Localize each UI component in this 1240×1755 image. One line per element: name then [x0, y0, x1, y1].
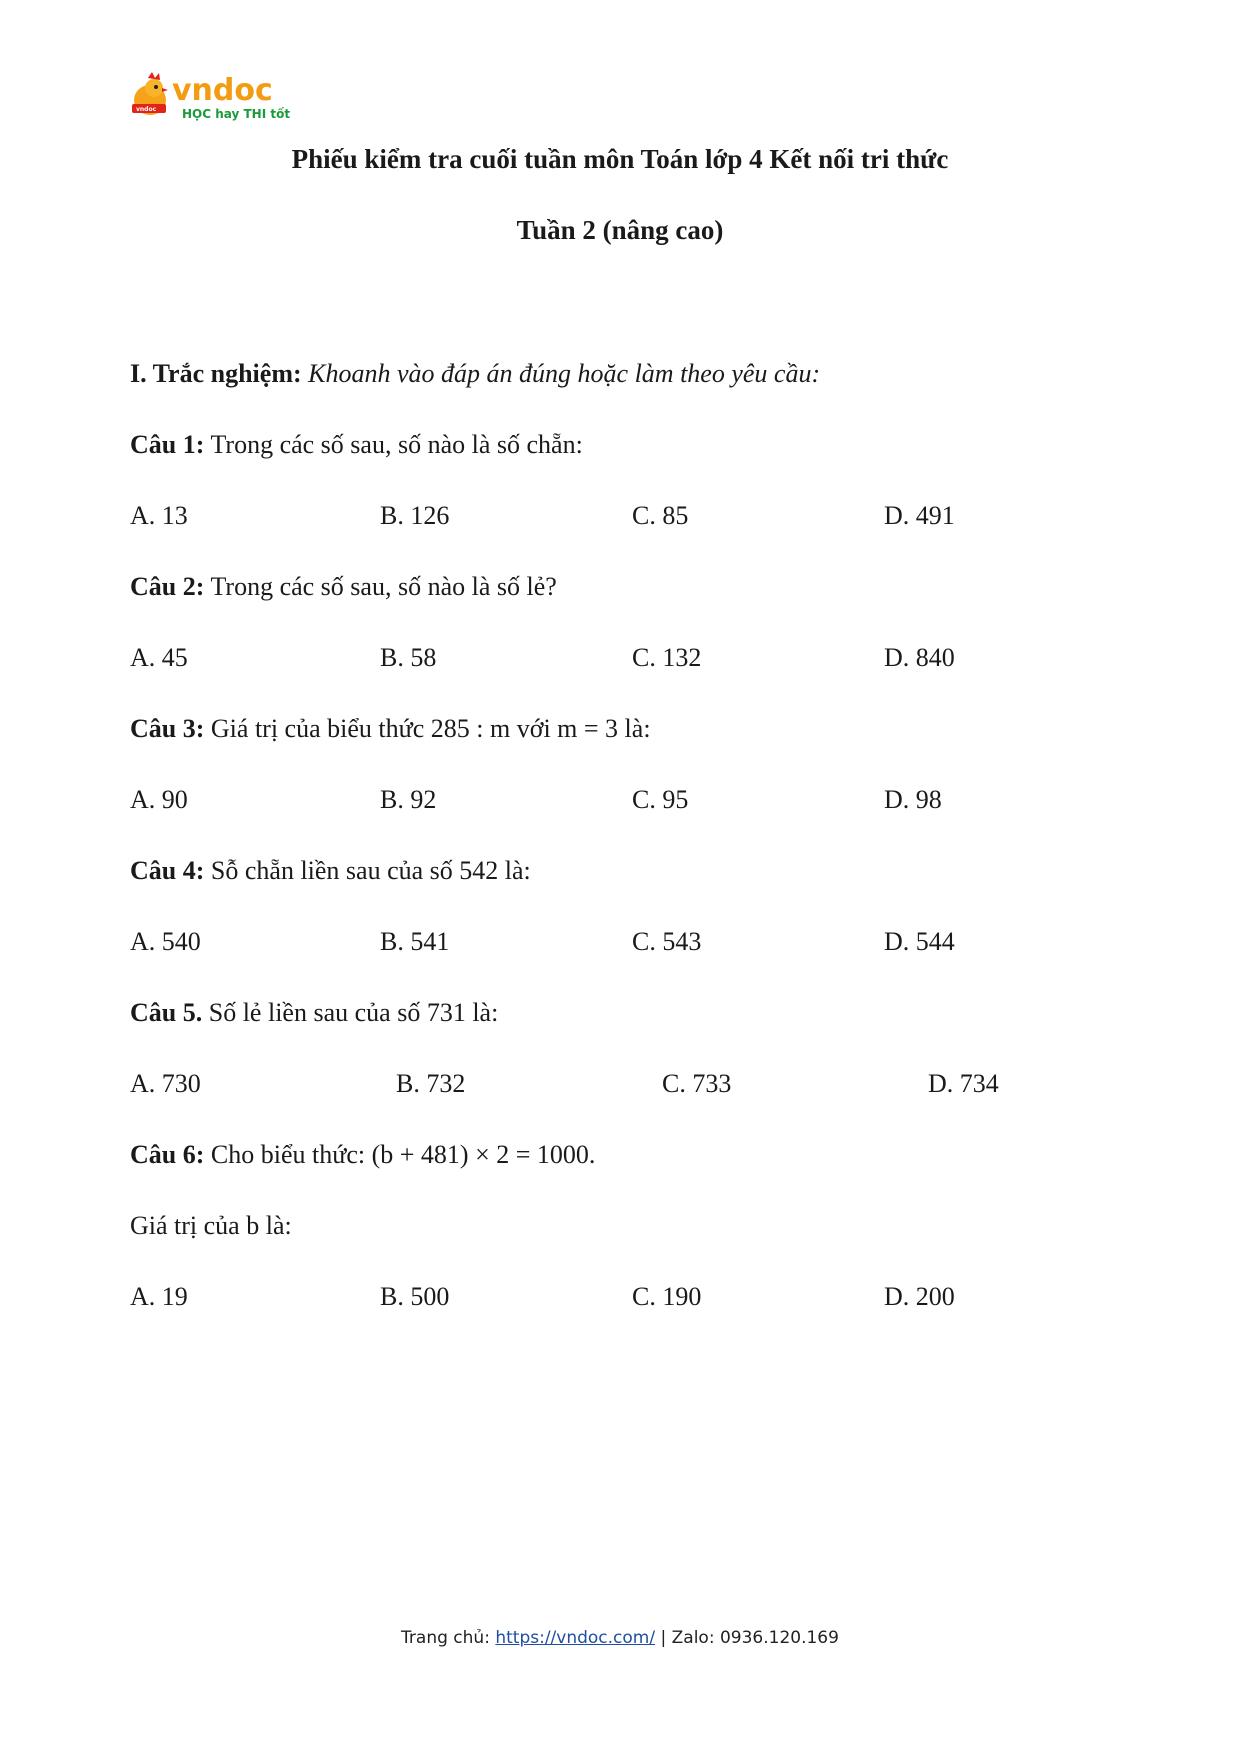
- footer-zalo: Zalo: 0936.120.169: [671, 1628, 839, 1648]
- question-label: Câu 5.: [130, 998, 203, 1027]
- page-title: Phiếu kiểm tra cuối tuần môn Toán lớp 4 Kết nối tri thức: [291, 144, 949, 174]
- option-b[interactable]: B. 92: [380, 785, 437, 814]
- question-text: Trong các số sau, số nào là số lẻ?: [210, 572, 557, 601]
- question-2-options: [130, 640, 1130, 711]
- option-d[interactable]: D. 491: [884, 501, 955, 530]
- question-label: Câu 1:: [130, 430, 205, 459]
- footer-home-label: Trang chủ:: [401, 1628, 496, 1648]
- option-a[interactable]: A. 19: [130, 1282, 188, 1311]
- footer-separator: |: [655, 1628, 672, 1648]
- option-d[interactable]: D. 840: [884, 643, 955, 672]
- footer-home-link[interactable]: https://vndoc.com/: [495, 1628, 656, 1648]
- question-3: [130, 711, 1130, 782]
- question-4-options: [130, 924, 1130, 995]
- question-text: Sỗ chẵn liền sau của số 542 là:: [210, 856, 531, 885]
- question-3-options: [130, 782, 1130, 853]
- logo-tagline: HỌC hay THI tốt: [182, 107, 291, 121]
- section-label: I. Trắc nghiệm:: [130, 359, 302, 388]
- option-c[interactable]: C. 85: [632, 501, 689, 530]
- option-d[interactable]: D. 734: [928, 1069, 999, 1098]
- option-c[interactable]: C. 543: [632, 927, 702, 956]
- option-c[interactable]: C. 95: [632, 785, 689, 814]
- option-d[interactable]: D. 544: [884, 927, 955, 956]
- question-1: [130, 427, 1130, 498]
- option-d[interactable]: D. 98: [884, 785, 942, 814]
- question-label: Câu 6:: [130, 1140, 205, 1169]
- option-b[interactable]: B. 126: [380, 501, 450, 530]
- option-c[interactable]: C. 132: [632, 643, 702, 672]
- vndoc-logo: [128, 70, 298, 126]
- logo-brand-text: vndoc: [172, 73, 273, 108]
- question-text: Giá trị của biểu thức 285 : m với m = 3 là:: [210, 714, 651, 743]
- question-text: Cho biểu thức: (b + 481) × 2 = 1000.: [210, 1140, 596, 1169]
- option-b[interactable]: B. 732: [396, 1069, 466, 1098]
- question-5: [130, 995, 1130, 1066]
- option-b[interactable]: B. 58: [380, 643, 437, 672]
- option-a[interactable]: A. 13: [130, 501, 188, 530]
- option-c[interactable]: C. 733: [662, 1069, 732, 1098]
- option-d[interactable]: D. 200: [884, 1282, 955, 1311]
- section-instruction: Khoanh vào đáp án đúng hoặc làm theo yêu cầu:: [308, 359, 821, 388]
- worksheet-body: [130, 356, 1130, 1350]
- question-2: [130, 569, 1130, 640]
- option-a[interactable]: A. 45: [130, 643, 188, 672]
- question-label: Câu 3:: [130, 714, 205, 743]
- question-1-options: [130, 498, 1130, 569]
- question-6: [130, 1137, 1130, 1208]
- question-text: Trong các số sau, số nào là số chẵn:: [210, 430, 583, 459]
- option-a[interactable]: A. 540: [130, 927, 201, 956]
- question-text: Số lẻ liền sau của số 731 là:: [208, 998, 499, 1027]
- page-subtitle: Tuần 2 (nâng cao): [516, 215, 724, 245]
- question-6-subtext: Giá trị của b là:: [130, 1211, 292, 1240]
- question-6-options: [130, 1279, 1130, 1350]
- option-b[interactable]: B. 541: [380, 927, 450, 956]
- section-heading: [130, 356, 1130, 427]
- page-footer: [0, 1628, 1240, 1648]
- question-label: Câu 2:: [130, 572, 205, 601]
- option-a[interactable]: A. 730: [130, 1069, 201, 1098]
- question-label: Câu 4:: [130, 856, 205, 885]
- option-c[interactable]: C. 190: [632, 1282, 702, 1311]
- question-4: [130, 853, 1130, 924]
- svg-text:vndoc: vndoc: [136, 106, 157, 113]
- question-5-options: [130, 1066, 1130, 1137]
- option-a[interactable]: A. 90: [130, 785, 188, 814]
- option-b[interactable]: B. 500: [380, 1282, 450, 1311]
